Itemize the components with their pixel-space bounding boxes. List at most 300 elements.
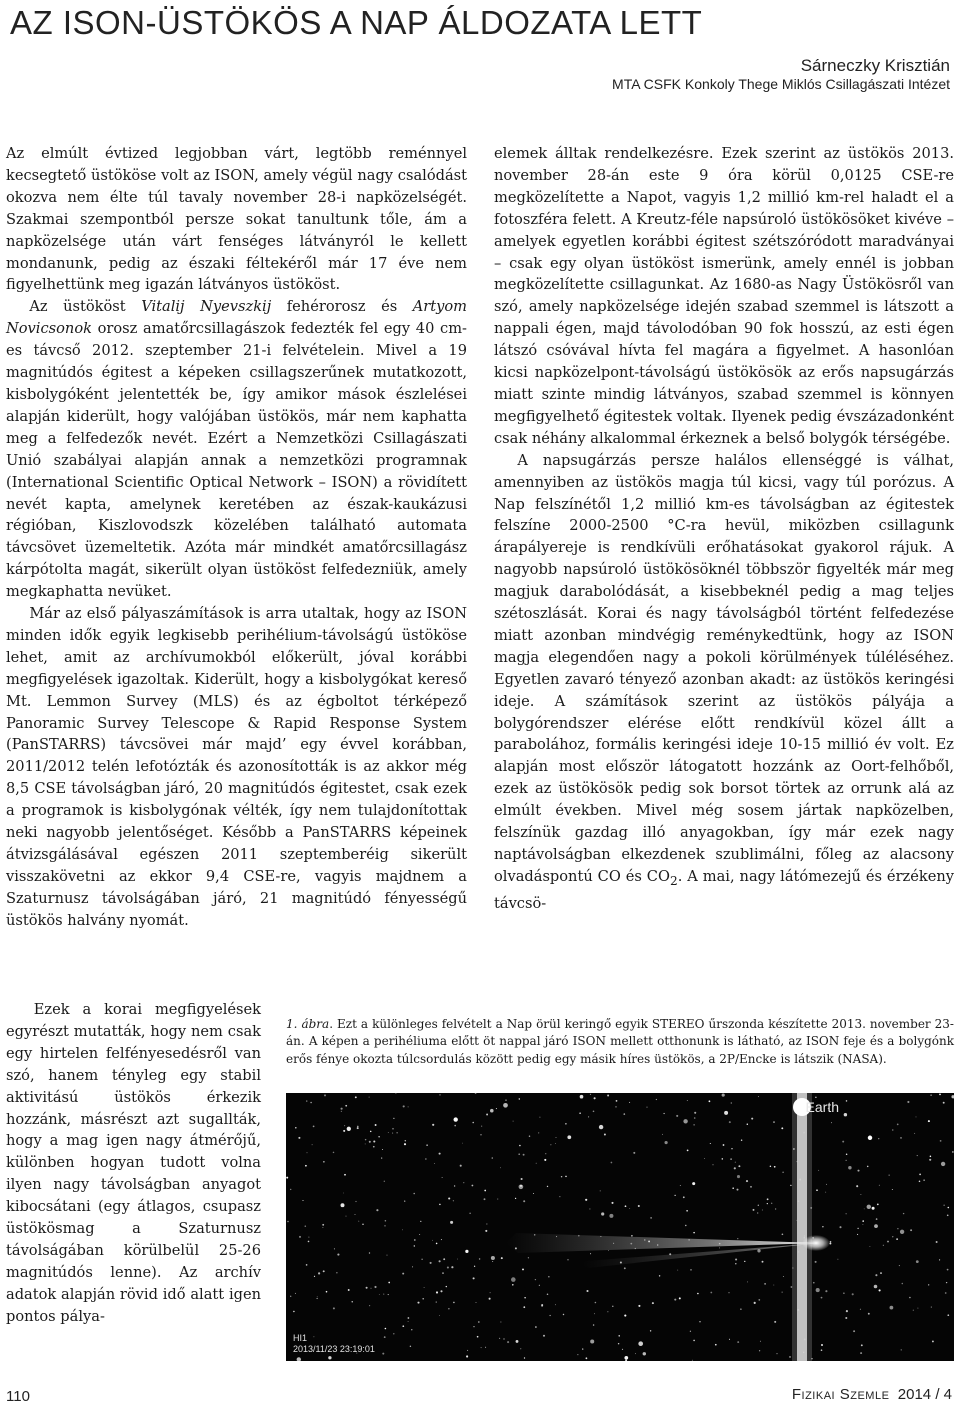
star bbox=[816, 1288, 820, 1292]
star bbox=[545, 1153, 546, 1154]
star bbox=[375, 1124, 377, 1126]
star bbox=[341, 1203, 345, 1207]
star bbox=[590, 1094, 591, 1095]
star bbox=[744, 1261, 745, 1262]
star bbox=[308, 1237, 309, 1238]
star bbox=[345, 1105, 347, 1107]
starfield-image bbox=[286, 1093, 954, 1361]
star bbox=[890, 1306, 894, 1310]
star bbox=[417, 1302, 419, 1304]
star bbox=[652, 1302, 654, 1304]
star bbox=[616, 1100, 618, 1102]
star bbox=[740, 1308, 742, 1310]
star bbox=[690, 1331, 691, 1332]
star bbox=[867, 1166, 869, 1168]
article-title: AZ ISON-ÜSTÖKÖS A NAP ÁLDOZATA LETT bbox=[10, 4, 703, 41]
star bbox=[880, 1272, 882, 1274]
star bbox=[767, 1198, 769, 1200]
star bbox=[777, 1353, 778, 1354]
star bbox=[868, 1136, 872, 1140]
star bbox=[490, 1109, 494, 1113]
star bbox=[547, 1293, 549, 1295]
star bbox=[782, 1292, 783, 1293]
star bbox=[813, 1282, 815, 1284]
star bbox=[879, 1289, 881, 1291]
star bbox=[341, 1111, 342, 1112]
star bbox=[378, 1136, 379, 1137]
star bbox=[650, 1217, 652, 1219]
star bbox=[775, 1208, 776, 1209]
star bbox=[471, 1185, 473, 1187]
star bbox=[782, 1233, 784, 1235]
star bbox=[405, 1140, 406, 1141]
star bbox=[382, 1353, 384, 1355]
star bbox=[735, 1162, 736, 1163]
star bbox=[500, 1321, 501, 1322]
timestamp-label: 2013/11/23 23:19:01 bbox=[293, 1344, 375, 1354]
star bbox=[930, 1094, 932, 1096]
star bbox=[879, 1185, 880, 1186]
star bbox=[318, 1272, 320, 1274]
paragraph bbox=[494, 450, 954, 915]
star bbox=[419, 1234, 420, 1235]
star bbox=[826, 1184, 827, 1185]
star bbox=[723, 1144, 725, 1146]
star bbox=[815, 1261, 817, 1263]
star bbox=[593, 1110, 595, 1112]
star bbox=[874, 1224, 878, 1228]
star bbox=[868, 1313, 870, 1315]
star bbox=[633, 1152, 635, 1154]
star bbox=[692, 1360, 693, 1361]
star bbox=[286, 1177, 288, 1179]
star bbox=[439, 1315, 440, 1316]
star bbox=[770, 1166, 771, 1167]
star bbox=[312, 1144, 313, 1145]
star bbox=[307, 1152, 308, 1153]
star bbox=[947, 1314, 949, 1316]
star bbox=[944, 1205, 945, 1206]
star bbox=[305, 1225, 307, 1227]
star bbox=[902, 1283, 904, 1285]
star bbox=[580, 1095, 584, 1099]
star bbox=[623, 1113, 625, 1115]
star bbox=[515, 1198, 516, 1199]
star bbox=[919, 1174, 921, 1176]
star bbox=[376, 1209, 378, 1211]
star bbox=[697, 1293, 699, 1295]
star bbox=[939, 1259, 940, 1260]
star bbox=[781, 1127, 783, 1129]
star bbox=[821, 1297, 823, 1299]
star bbox=[821, 1349, 823, 1351]
star bbox=[538, 1132, 539, 1133]
star bbox=[395, 1093, 396, 1094]
star bbox=[821, 1344, 823, 1346]
star bbox=[306, 1101, 307, 1102]
star bbox=[355, 1201, 356, 1202]
star bbox=[567, 1135, 571, 1139]
star bbox=[860, 1194, 861, 1195]
star bbox=[323, 1161, 325, 1163]
star bbox=[548, 1276, 549, 1277]
star bbox=[900, 1230, 904, 1234]
star bbox=[754, 1302, 756, 1304]
star bbox=[355, 1096, 357, 1098]
star bbox=[523, 1200, 525, 1202]
star bbox=[730, 1158, 732, 1160]
star bbox=[501, 1257, 503, 1259]
star bbox=[600, 1190, 601, 1191]
star bbox=[451, 1266, 453, 1268]
star bbox=[528, 1257, 529, 1258]
star bbox=[844, 1113, 847, 1116]
star bbox=[408, 1106, 409, 1107]
star bbox=[385, 1220, 387, 1222]
star bbox=[750, 1186, 752, 1188]
star bbox=[731, 1148, 732, 1149]
star bbox=[486, 1114, 488, 1116]
star bbox=[460, 1165, 462, 1167]
star bbox=[492, 1261, 493, 1262]
star bbox=[656, 1099, 657, 1100]
star bbox=[343, 1193, 344, 1194]
star bbox=[892, 1236, 893, 1237]
star bbox=[758, 1299, 760, 1301]
star bbox=[709, 1100, 711, 1102]
star bbox=[936, 1241, 938, 1243]
star bbox=[436, 1302, 437, 1303]
star bbox=[555, 1143, 556, 1144]
star bbox=[747, 1281, 748, 1282]
text-run: orosz amatőrcsillagászok fedezték fel egy 40 cm-es távcső 2012. szeptember 21-i felvételein. Mivel a 19 magnitúdós égitest a képeken csillagszerűnek mutatkozott, kisbolygóként jelentették be, így amikor mások észlelései alapján kiderült, hogy valójában üstökös, már nem kaphatta meg a felfedezők nevét. Ezért a Nemzetközi Csillagászati Unió szabályai alapján annak a nemzetközi programnak (International Scientific Optical Network – ISON) a rövidített nevét kapta, amelynek keretében az észak-kaukázusi régióban, Kiszlovodszk közelében található automata távcsövet üzemeltetik. Azóta már mindkét amatőrcsillagász kárpótolta magát, sikerült olyan üstököst felfedezniük, amely megkaphatta nevüket. bbox=[6, 320, 467, 601]
article-author: Sárneczky Krisztián bbox=[800, 56, 950, 75]
star bbox=[533, 1193, 534, 1194]
star bbox=[529, 1135, 530, 1136]
star bbox=[753, 1209, 755, 1211]
star bbox=[337, 1254, 339, 1256]
star bbox=[521, 1178, 523, 1180]
star bbox=[638, 1341, 643, 1346]
star bbox=[729, 1121, 731, 1123]
star bbox=[477, 1336, 479, 1338]
star bbox=[436, 1291, 438, 1293]
star bbox=[914, 1133, 915, 1134]
star bbox=[737, 1341, 739, 1343]
star bbox=[317, 1298, 318, 1299]
star bbox=[341, 1108, 343, 1110]
star bbox=[825, 1192, 826, 1193]
star bbox=[439, 1153, 441, 1155]
star bbox=[945, 1292, 947, 1294]
star bbox=[393, 1333, 394, 1334]
star bbox=[555, 1304, 556, 1305]
star bbox=[843, 1292, 845, 1294]
star bbox=[767, 1203, 768, 1204]
star bbox=[764, 1283, 766, 1285]
star bbox=[892, 1189, 893, 1190]
star bbox=[472, 1122, 474, 1124]
star bbox=[737, 1238, 738, 1239]
star bbox=[365, 1139, 367, 1141]
star bbox=[585, 1199, 587, 1201]
star bbox=[638, 1205, 640, 1207]
star bbox=[535, 1279, 536, 1280]
star bbox=[624, 1267, 626, 1269]
star bbox=[916, 1116, 917, 1117]
star bbox=[371, 1288, 372, 1289]
star bbox=[518, 1153, 520, 1155]
star bbox=[357, 1127, 359, 1129]
star bbox=[694, 1112, 696, 1114]
star bbox=[724, 1111, 728, 1115]
star bbox=[693, 1232, 695, 1234]
star bbox=[404, 1200, 405, 1201]
star bbox=[729, 1292, 730, 1293]
discoverer-name: Vitalij Nyevszkij bbox=[141, 298, 272, 316]
star bbox=[773, 1121, 775, 1123]
star bbox=[499, 1338, 500, 1339]
star bbox=[762, 1210, 763, 1211]
star bbox=[392, 1133, 393, 1134]
star bbox=[424, 1287, 425, 1288]
star bbox=[379, 1294, 380, 1295]
star bbox=[687, 1100, 688, 1101]
star bbox=[490, 1292, 491, 1293]
star bbox=[489, 1298, 491, 1300]
star bbox=[334, 1248, 335, 1249]
star bbox=[410, 1346, 411, 1347]
text-run: A napsugárzás persze halálos ellenséggé is válhat, amennyiben az üstökös magja túl kicsi, vagy túl porózus. A Nap felszínétől 1,2 millió km-es távolságban az égitestek felszíne 2000-2500 °C-ra hevül, miközben csillagunk árapályereje is rendkívüli erőhatásokat gyakorol rájuk. A nagyobb napsúroló üstökösöknél többször figyelték már meg magjuk darabolódását, a kisebbeknél pedig a mag teljes szétoszlását. Korai és nagy távolságból történt felfedezése miatt azonban mindvégig reménykedtünk, hogy az ISON magja elegendően nagy a pokoli körülmények túléléséhez. Egyetlen zavaró tényező azonban akadt: az üstökös keringési ideje. A számítások szerint az üstökös pályája a bolygórendszer elérése előtt rendkívül közel állt a parabolához, formális keringési ideje 10-15 millió év volt. Ez alapján most először látogatott hozzánk az Oort-felhőből, ezek az üstökösök pedig sok borsot törtek az orrunk alá az elmúlt években. Mivel még sosem jártak napközelben, felszínük gazdag illó anyagokban, így már ezek nagy naptávolságban elkezdenek szublimálni, főleg az alacsony olvadáspontú CO és CO bbox=[494, 451, 954, 885]
star bbox=[492, 1157, 494, 1159]
star bbox=[466, 1355, 468, 1357]
star bbox=[336, 1272, 337, 1273]
star bbox=[481, 1347, 482, 1348]
star bbox=[910, 1229, 912, 1231]
star bbox=[941, 1162, 945, 1166]
star bbox=[857, 1170, 859, 1172]
star bbox=[822, 1226, 823, 1227]
text-run: . A mai, nagy látómezejű és érzékeny távcsö- bbox=[494, 867, 954, 912]
star bbox=[565, 1123, 567, 1125]
star bbox=[903, 1213, 904, 1214]
star bbox=[317, 1296, 318, 1297]
star bbox=[404, 1143, 406, 1145]
star bbox=[887, 1241, 889, 1243]
star bbox=[930, 1156, 932, 1158]
star bbox=[931, 1307, 932, 1308]
caption-label: 1. ábra bbox=[286, 1017, 330, 1031]
star bbox=[559, 1196, 560, 1197]
star bbox=[310, 1102, 312, 1104]
right-column bbox=[494, 143, 954, 915]
star bbox=[611, 1202, 613, 1204]
star bbox=[550, 1144, 551, 1145]
star bbox=[947, 1207, 949, 1209]
star bbox=[862, 1224, 863, 1225]
figure-caption bbox=[286, 1016, 954, 1068]
star bbox=[590, 1339, 594, 1343]
earth-label: Earth bbox=[805, 1099, 839, 1115]
star bbox=[539, 1117, 540, 1118]
star bbox=[357, 1126, 359, 1128]
instrument-label: HI1 bbox=[293, 1333, 308, 1343]
star bbox=[577, 1354, 578, 1355]
star bbox=[825, 1290, 827, 1292]
star bbox=[467, 1350, 468, 1351]
star bbox=[392, 1128, 394, 1130]
star bbox=[450, 1221, 453, 1224]
star bbox=[877, 1204, 879, 1206]
star bbox=[774, 1321, 776, 1323]
star bbox=[314, 1276, 315, 1277]
star bbox=[563, 1314, 564, 1315]
star bbox=[425, 1158, 426, 1159]
star bbox=[608, 1250, 609, 1251]
star bbox=[369, 1141, 371, 1143]
star bbox=[295, 1127, 297, 1129]
star bbox=[857, 1228, 858, 1229]
star bbox=[365, 1143, 366, 1144]
star bbox=[462, 1143, 463, 1144]
star bbox=[333, 1152, 335, 1154]
star bbox=[618, 1343, 619, 1344]
star bbox=[381, 1158, 382, 1159]
star bbox=[484, 1190, 486, 1192]
star bbox=[917, 1155, 918, 1156]
star bbox=[729, 1339, 730, 1340]
star bbox=[929, 1159, 931, 1161]
star bbox=[586, 1290, 588, 1292]
star bbox=[609, 1214, 613, 1218]
star bbox=[900, 1137, 902, 1139]
star bbox=[520, 1348, 521, 1349]
star bbox=[683, 1196, 685, 1198]
star bbox=[402, 1229, 403, 1230]
star bbox=[385, 1328, 387, 1330]
earth-saturation-halo bbox=[792, 1093, 812, 1361]
star bbox=[547, 1186, 548, 1187]
star bbox=[952, 1151, 953, 1152]
star bbox=[383, 1294, 384, 1295]
star bbox=[839, 1226, 841, 1228]
page-number: 110 bbox=[6, 1388, 30, 1405]
star bbox=[388, 1282, 390, 1284]
star bbox=[901, 1349, 902, 1350]
star bbox=[943, 1102, 945, 1104]
star bbox=[463, 1182, 464, 1183]
star bbox=[758, 1205, 759, 1206]
star bbox=[685, 1225, 686, 1226]
star bbox=[446, 1286, 447, 1287]
star bbox=[601, 1212, 604, 1215]
star bbox=[913, 1310, 914, 1311]
star bbox=[932, 1340, 934, 1342]
star bbox=[298, 1137, 300, 1139]
star bbox=[414, 1239, 416, 1241]
star bbox=[457, 1259, 458, 1260]
star bbox=[408, 1317, 410, 1319]
journal-footer bbox=[792, 1386, 952, 1403]
star bbox=[496, 1108, 497, 1109]
star bbox=[624, 1356, 628, 1360]
star bbox=[442, 1177, 443, 1178]
star bbox=[544, 1159, 546, 1161]
star bbox=[590, 1253, 591, 1254]
star bbox=[719, 1247, 720, 1248]
star bbox=[737, 1175, 740, 1178]
star bbox=[503, 1338, 504, 1339]
star bbox=[519, 1145, 521, 1147]
paragraph bbox=[6, 296, 467, 603]
star bbox=[513, 1121, 514, 1122]
star bbox=[454, 1117, 458, 1121]
star bbox=[505, 1100, 506, 1101]
star bbox=[857, 1234, 858, 1235]
paragraph: Ezek a korai megfigyelések egyrészt mutatták, hogy nem csak egy hirtelen felfényesedésről van szó, hanem tényleg egy stabil aktivitású üstökös érkezik hozzánk, másrészt azt sugallták, hogy a mag igen nagy átmérőjű, különben hogyan tudott volna ilyen nagy távolságban anyagot kibocsátani (egy átlagos, csupasz üstökösmag a Szaturnusz távolságában körülbelül 25-26 magnitúdós lenne). Az archív adatok alapján rövid idő alatt igen pontos pálya- bbox=[6, 1001, 261, 1325]
star bbox=[856, 1185, 858, 1187]
star bbox=[486, 1224, 487, 1225]
star bbox=[760, 1341, 761, 1342]
star bbox=[588, 1116, 589, 1117]
star bbox=[665, 1141, 668, 1144]
star bbox=[867, 1205, 871, 1209]
star bbox=[465, 1250, 468, 1253]
star bbox=[782, 1171, 784, 1173]
star bbox=[872, 1207, 875, 1210]
star bbox=[567, 1259, 568, 1260]
star bbox=[713, 1164, 714, 1165]
star bbox=[469, 1213, 470, 1214]
star bbox=[860, 1352, 862, 1354]
star bbox=[732, 1187, 734, 1189]
star bbox=[565, 1176, 567, 1178]
star bbox=[735, 1263, 736, 1264]
star bbox=[524, 1297, 525, 1298]
star bbox=[751, 1118, 753, 1120]
star bbox=[604, 1134, 606, 1136]
star bbox=[594, 1313, 595, 1314]
star bbox=[500, 1167, 501, 1168]
star bbox=[299, 1236, 301, 1238]
star bbox=[523, 1306, 525, 1308]
star bbox=[663, 1113, 664, 1114]
star bbox=[453, 1302, 455, 1304]
star bbox=[675, 1195, 676, 1196]
star bbox=[491, 1256, 495, 1260]
star bbox=[384, 1225, 385, 1226]
star bbox=[878, 1138, 879, 1139]
left-column bbox=[6, 143, 467, 932]
star bbox=[328, 1356, 331, 1359]
star bbox=[679, 1297, 681, 1299]
star bbox=[846, 1213, 847, 1214]
star bbox=[479, 1258, 480, 1259]
star bbox=[790, 1185, 791, 1186]
star bbox=[348, 1289, 350, 1291]
star bbox=[346, 1216, 347, 1217]
star bbox=[387, 1255, 388, 1256]
star bbox=[586, 1357, 588, 1359]
star bbox=[442, 1272, 444, 1274]
star bbox=[523, 1154, 525, 1156]
star bbox=[436, 1243, 438, 1245]
star bbox=[448, 1197, 450, 1199]
star bbox=[541, 1305, 543, 1307]
star bbox=[789, 1356, 791, 1358]
star bbox=[308, 1241, 310, 1243]
star bbox=[737, 1189, 739, 1191]
